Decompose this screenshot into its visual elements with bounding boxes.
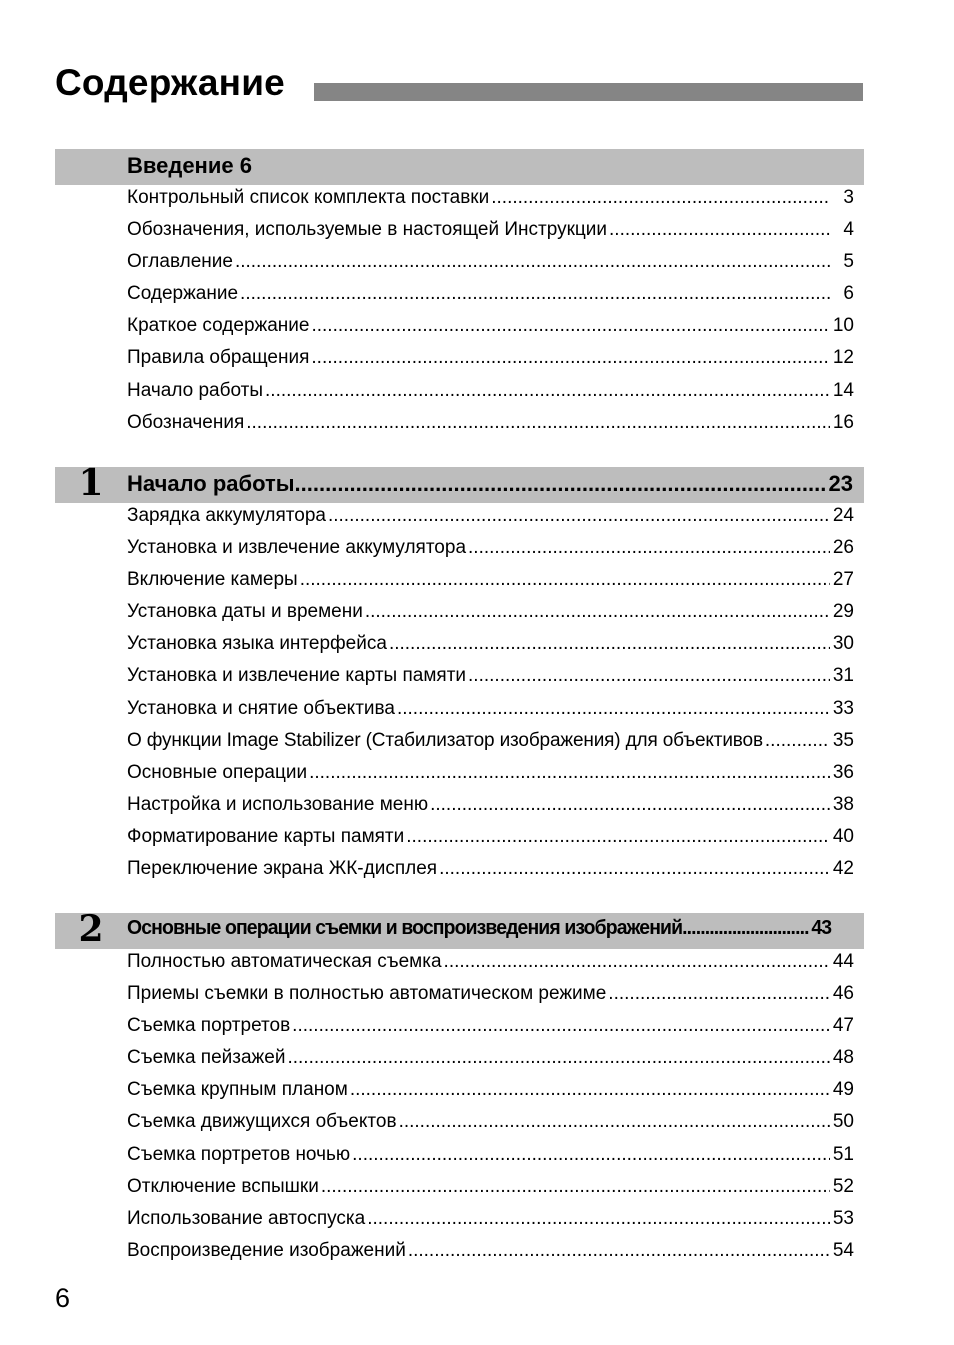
entry-page: 29 xyxy=(832,601,854,623)
section-title: Введение 6 xyxy=(127,153,252,178)
toc-entry[interactable]: Обозначения, используемые в настоящей Инструкции ..... 4 xyxy=(127,219,854,251)
toc-entry[interactable]: Полностью автоматическая съемка ..... 44 xyxy=(127,951,854,983)
dot-leader xyxy=(309,347,830,369)
dot-leader xyxy=(607,219,830,241)
dot-leader xyxy=(363,601,830,623)
section-number: 2 xyxy=(78,908,104,950)
entry-page: 26 xyxy=(832,537,854,559)
toc-entries xyxy=(127,505,854,890)
toc-entries xyxy=(127,187,854,444)
dot-leader xyxy=(466,665,830,687)
toc-entry[interactable]: Правила обращения ..... 12 xyxy=(127,347,854,379)
entry-page: 54 xyxy=(832,1239,854,1261)
title-rule xyxy=(314,83,863,101)
entry-page: 3 xyxy=(843,187,854,208)
toc-section-1 xyxy=(0,462,954,890)
entry-page: 10 xyxy=(832,315,854,337)
entry-page: 33 xyxy=(832,697,854,719)
entry-page: 36 xyxy=(832,761,854,783)
dot-leader xyxy=(397,1111,830,1133)
dot-leader xyxy=(298,569,830,591)
toc-entry[interactable]: Установка и извлечение карты памяти ..... 31 xyxy=(127,665,854,697)
entry-page: 46 xyxy=(832,983,854,1005)
entry-page: 47 xyxy=(832,1015,854,1037)
toc-entry[interactable]: Съемка портретов ночью ..... 51 xyxy=(127,1144,854,1176)
section-title-link[interactable] xyxy=(127,471,853,499)
page-title: Содержание xyxy=(55,62,285,103)
dot-leader xyxy=(437,858,830,880)
entry-page: 50 xyxy=(832,1111,854,1133)
section-title-link[interactable] xyxy=(127,917,831,945)
section-page: 23 xyxy=(828,471,853,496)
dot-leader xyxy=(442,951,830,973)
dot-leader xyxy=(295,471,826,497)
dot-leader xyxy=(606,983,830,1005)
dot-leader xyxy=(682,917,808,940)
toc-entry[interactable]: Съемка портретов ..... 47 xyxy=(127,1015,854,1047)
dot-leader xyxy=(238,283,830,305)
toc-entry[interactable]: Съемка движущихся объектов ..... 50 xyxy=(127,1111,854,1143)
dot-leader xyxy=(285,1047,830,1069)
dot-leader xyxy=(350,1144,830,1166)
dot-leader xyxy=(348,1079,830,1101)
entry-page: 38 xyxy=(832,793,854,815)
section-header xyxy=(55,462,864,504)
toc-entry[interactable]: Форматирование карты памяти ..... 40 xyxy=(127,826,854,858)
entry-page: 4 xyxy=(843,219,854,241)
dot-leader xyxy=(233,251,830,273)
entry-page: 31 xyxy=(832,665,854,687)
dot-leader xyxy=(395,698,830,720)
section-header xyxy=(55,149,864,185)
section-header xyxy=(55,908,864,950)
toc-entries xyxy=(127,951,854,1272)
toc-entry[interactable]: Установка и извлечение аккумулятора ..... 26 xyxy=(127,537,854,569)
dot-leader xyxy=(365,1208,830,1230)
entry-page: 12 xyxy=(832,347,854,369)
dot-leader xyxy=(326,505,830,527)
toc-entry[interactable]: Установка языка интерфейса ..... 30 xyxy=(127,633,854,665)
dot-leader xyxy=(244,412,830,434)
toc-section-2 xyxy=(0,908,954,1272)
section-page: 43 xyxy=(811,917,832,939)
section-title-link[interactable] xyxy=(127,153,853,181)
page-number: 6 xyxy=(55,1283,71,1313)
toc-entry[interactable]: Установка даты и времени ..... 29 xyxy=(127,601,854,633)
section-number: 1 xyxy=(78,462,104,504)
toc-entry[interactable]: Краткое содержание ..... 10 xyxy=(127,315,854,347)
toc-entry[interactable]: Использование автоспуска ..... 53 xyxy=(127,1208,854,1240)
entry-page: 40 xyxy=(832,825,854,847)
dot-leader xyxy=(428,794,830,816)
toc-entry[interactable]: Контрольный список комплекта поставки ..... 3 xyxy=(127,187,854,219)
entry-page: 27 xyxy=(832,569,854,591)
toc-entry[interactable]: О функции Image Stabilizer (Стабилизатор изображения) для объективов ..... 35 xyxy=(127,730,854,762)
toc-entry[interactable]: Основные операции ..... 36 xyxy=(127,762,854,794)
toc-entry[interactable]: Установка и снятие объектива ..... 33 xyxy=(127,698,854,730)
toc-entry[interactable]: Съемка пейзажей ..... 48 xyxy=(127,1047,854,1079)
toc-entry[interactable]: Включение камеры ..... 27 xyxy=(127,569,854,601)
entry-page: 53 xyxy=(832,1207,854,1229)
entry-page: 51 xyxy=(832,1143,854,1165)
dot-leader xyxy=(263,380,830,402)
entry-page: 44 xyxy=(832,951,854,972)
toc-entry[interactable]: Воспроизведение изображений ..... 54 xyxy=(127,1240,854,1272)
toc-entry[interactable]: Отключение вспышки ..... 52 xyxy=(127,1176,854,1208)
section-title: Основные операции съемки и воспроизведения изображений xyxy=(127,917,683,939)
dot-leader xyxy=(290,1015,830,1037)
toc-entry[interactable]: Переключение экрана ЖК-дисплея ..... 42 xyxy=(127,858,854,890)
toc-entry[interactable]: Съемка крупным планом ..... 49 xyxy=(127,1079,854,1111)
dot-leader xyxy=(307,762,830,784)
toc-entry[interactable]: Зарядка аккумулятора ..... 24 xyxy=(127,505,854,537)
toc-entry[interactable]: Приемы съемки в полностью автоматическом режиме ..... 46 xyxy=(127,983,854,1015)
dot-leader xyxy=(489,187,830,209)
toc-entry[interactable]: Настройка и использование меню ..... 38 xyxy=(127,794,854,826)
dot-leader xyxy=(387,633,830,655)
entry-page: 14 xyxy=(832,379,854,401)
entry-page: 49 xyxy=(832,1079,854,1101)
entry-page: 42 xyxy=(832,858,854,880)
toc-section-intro xyxy=(0,149,954,444)
dot-leader xyxy=(309,315,830,337)
entry-page: 6 xyxy=(843,283,854,305)
dot-leader xyxy=(406,1240,830,1262)
entry-page: 5 xyxy=(843,251,854,273)
toc-entry[interactable]: Начало работы ..... 14 xyxy=(127,380,854,412)
toc-entry[interactable]: Содержание ..... 6 xyxy=(127,283,854,315)
toc-entry[interactable]: Обозначения ..... 16 xyxy=(127,412,854,444)
entry-page: 30 xyxy=(832,633,854,655)
dot-leader xyxy=(404,826,830,848)
dot-leader xyxy=(763,730,830,752)
entry-page: 16 xyxy=(832,411,854,433)
dot-leader xyxy=(466,537,830,559)
section-title: Начало работы xyxy=(127,471,295,496)
entry-page: 35 xyxy=(832,729,854,751)
entry-page: 24 xyxy=(832,505,854,526)
entry-page: 48 xyxy=(832,1047,854,1069)
toc-entry[interactable]: Оглавление ..... 5 xyxy=(127,251,854,283)
dot-leader xyxy=(319,1176,830,1198)
entry-page: 52 xyxy=(832,1175,854,1197)
